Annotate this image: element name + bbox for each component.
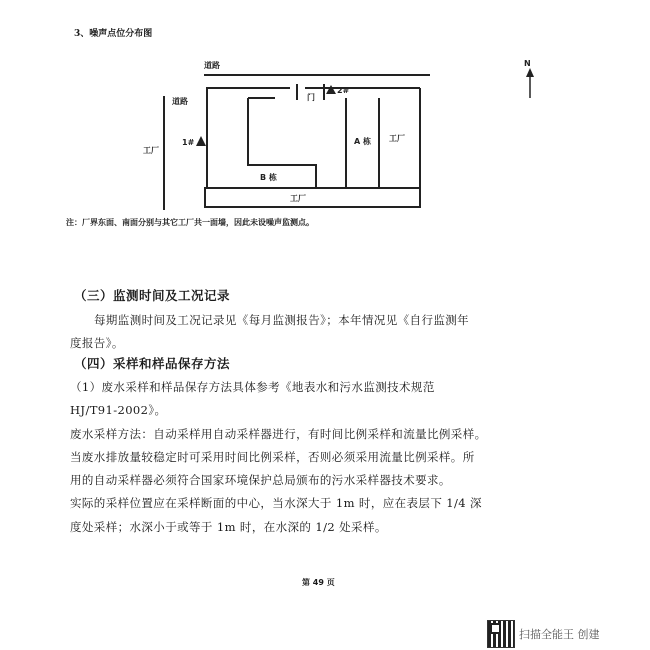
page-number: 第 49 页	[302, 578, 335, 587]
factory-bottom-box	[205, 188, 420, 207]
label-north: N	[524, 59, 531, 68]
label-gate: 门	[307, 93, 315, 102]
label-factory-left: 工厂	[143, 146, 159, 155]
site-wall-left	[207, 88, 290, 188]
paragraph-line: 用的自动采样器必须符合国家环境保护总局颁布的污水采样器技术要求。	[70, 473, 451, 487]
heading-section-4: （四）采样和样品保存方法	[74, 356, 231, 371]
map-note: 注：厂界东面、南面分别与其它工厂共一面墙，因此未设噪声监测点。	[66, 218, 314, 227]
paragraph-line: 实际的采样位置应在采样断面的中心，当水深大于 1m 时，应在表层下 1/4 深	[70, 496, 482, 510]
triangle-marker-icon	[196, 136, 206, 146]
heading-section-3: （三）监测时间及工况记录	[74, 288, 231, 303]
paragraph-line: 当废水排放量较稳定时可采用时间比例采样，否则必须采用流量比例采样。所	[70, 450, 475, 464]
label-point-1: 1#	[182, 138, 195, 147]
paragraph-line: 每期监测时间及工况记录见《每月监测报告》；本年情况见《自行监测年	[94, 313, 470, 327]
label-factory-right: 工厂	[389, 134, 405, 143]
north-arrow-icon	[526, 68, 534, 77]
paragraph-line: HJ/T91-2002》。	[70, 403, 167, 417]
paragraph-line: （1）废水采样和样品保存方法具体参考《地表水和污水监测技术规范	[70, 380, 435, 394]
label-point-2: 2#	[337, 86, 350, 95]
section-title: 3、噪声点位分布图	[74, 29, 153, 39]
paragraph-line: 度报告》。	[70, 336, 124, 350]
qr-code-icon	[487, 620, 515, 648]
label-building-b: B 栋	[260, 173, 277, 182]
paragraph-line: 废水采样方法：自动采样用自动采样器进行，有时间比例采样和流量比例采样。	[70, 427, 487, 441]
watermark-text: 扫描全能王 创建	[519, 628, 600, 641]
scanner-watermark	[487, 618, 611, 646]
label-building-a: A 栋	[354, 137, 371, 146]
triangle-marker-icon	[326, 85, 336, 94]
label-factory-bottom: 工厂	[290, 194, 306, 203]
label-road-top: 道路	[204, 61, 220, 70]
paragraph-line: 度处采样；水深小于或等于 1m 时，在水深的 1/2 处采样。	[70, 520, 387, 534]
building-b-outline	[248, 98, 316, 188]
label-road-left: 道路	[172, 97, 188, 106]
